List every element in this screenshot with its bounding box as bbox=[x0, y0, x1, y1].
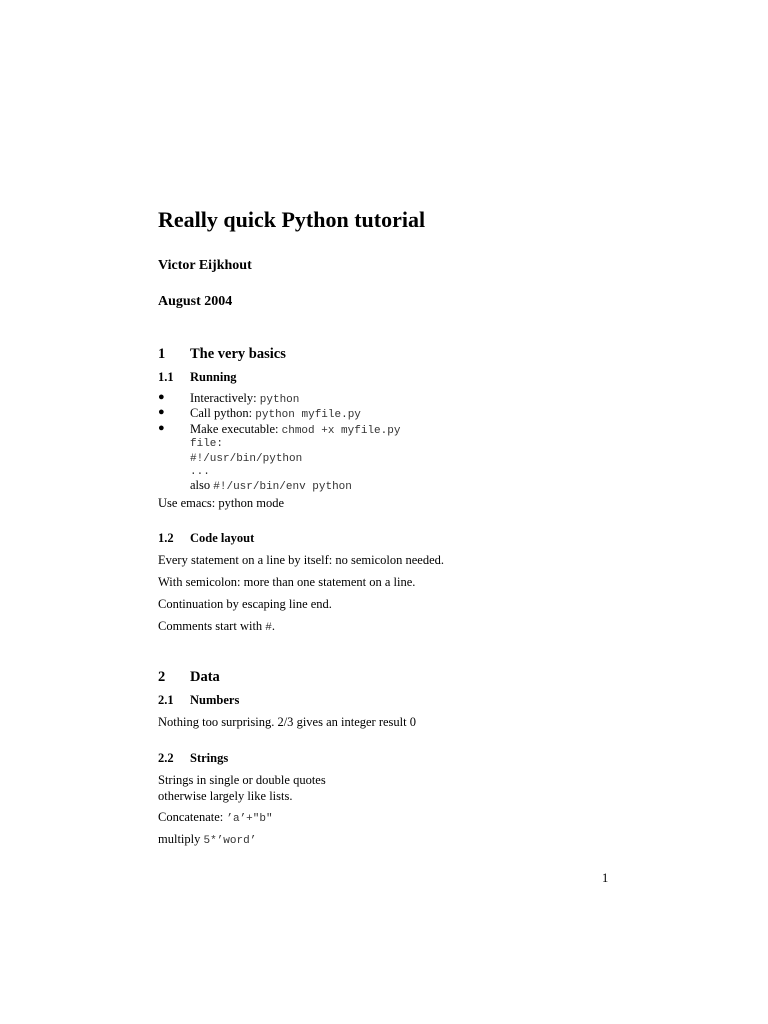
bullet-icon: ● bbox=[158, 406, 165, 418]
code-line bbox=[190, 478, 352, 493]
list-item-text: Call python: bbox=[190, 406, 256, 420]
inline-code: 5*’word’ bbox=[203, 835, 257, 847]
page-number: 1 bbox=[602, 871, 609, 885]
subsection-title: Strings bbox=[190, 751, 229, 765]
paragraph: otherwise largely like lists. bbox=[158, 789, 293, 803]
subsection-2-2-heading bbox=[158, 751, 228, 766]
section-number: 1 bbox=[158, 346, 166, 362]
subsection-number: 2.1 bbox=[158, 693, 174, 707]
section-2-heading bbox=[158, 669, 220, 686]
section-title: The very basics bbox=[190, 346, 286, 362]
document-page bbox=[158, 0, 618, 1024]
paragraph bbox=[158, 619, 275, 634]
paragraph: Continuation by escaping line end. bbox=[158, 597, 332, 611]
subsection-number: 1.1 bbox=[158, 370, 174, 384]
document-author: Victor Eijkhout bbox=[158, 258, 252, 273]
paragraph-text: Concatenate: bbox=[158, 810, 227, 824]
inline-code: # bbox=[265, 622, 272, 634]
also-text: also bbox=[190, 478, 214, 492]
list-item bbox=[158, 422, 618, 442]
document-title: Really quick Python tutorial bbox=[158, 207, 426, 232]
paragraph: Every statement on a line by itself: no semicolon needed. bbox=[158, 553, 445, 567]
section-number: 2 bbox=[158, 669, 166, 685]
subsection-title: Running bbox=[190, 370, 237, 384]
subsection-1-1-heading bbox=[158, 370, 237, 385]
paragraph: Strings in single or double quotes bbox=[158, 773, 326, 787]
inline-code: 2/3 bbox=[277, 715, 294, 729]
code-line: ... bbox=[190, 466, 210, 478]
subsection-2-1-heading bbox=[158, 693, 239, 708]
paragraph-text: . bbox=[271, 619, 276, 633]
subsection-1-2-heading bbox=[158, 531, 254, 546]
subsection-number: 1.2 bbox=[158, 531, 174, 545]
code-line: #!/usr/bin/python bbox=[190, 453, 303, 465]
bullet-icon: ● bbox=[158, 391, 165, 403]
section-1-heading bbox=[158, 346, 286, 363]
paragraph-text: multiply bbox=[158, 832, 204, 846]
inline-code: ’a’+"b" bbox=[226, 813, 273, 825]
paragraph-text: Comments start with bbox=[158, 619, 266, 633]
subsection-title: Code layout bbox=[190, 531, 255, 545]
section-title: Data bbox=[190, 669, 220, 685]
list-item-text: Make executable: bbox=[190, 422, 282, 436]
inline-code: python bbox=[259, 394, 300, 406]
subsection-title: Numbers bbox=[190, 693, 240, 707]
subsection-number: 2.2 bbox=[158, 751, 174, 765]
inline-code: chmod +x myfile.py bbox=[281, 425, 401, 437]
paragraph: Use emacs: python mode bbox=[158, 496, 285, 510]
paragraph-text: gives an integer result 0 bbox=[293, 715, 416, 729]
paragraph bbox=[158, 810, 273, 825]
paragraph bbox=[158, 832, 256, 847]
list-item-text: Interactively: bbox=[190, 391, 260, 405]
paragraph-text: Nothing too surprising. bbox=[158, 715, 278, 729]
inline-code: python myfile.py bbox=[255, 409, 361, 421]
paragraph bbox=[158, 715, 416, 730]
inline-code: #!/usr/bin/env python bbox=[213, 481, 352, 493]
paragraph: With semicolon: more than one statement on a line. bbox=[158, 575, 416, 589]
bullet-icon: ● bbox=[158, 422, 165, 434]
document-date: August 2004 bbox=[158, 294, 233, 309]
code-line: file: bbox=[190, 438, 224, 450]
